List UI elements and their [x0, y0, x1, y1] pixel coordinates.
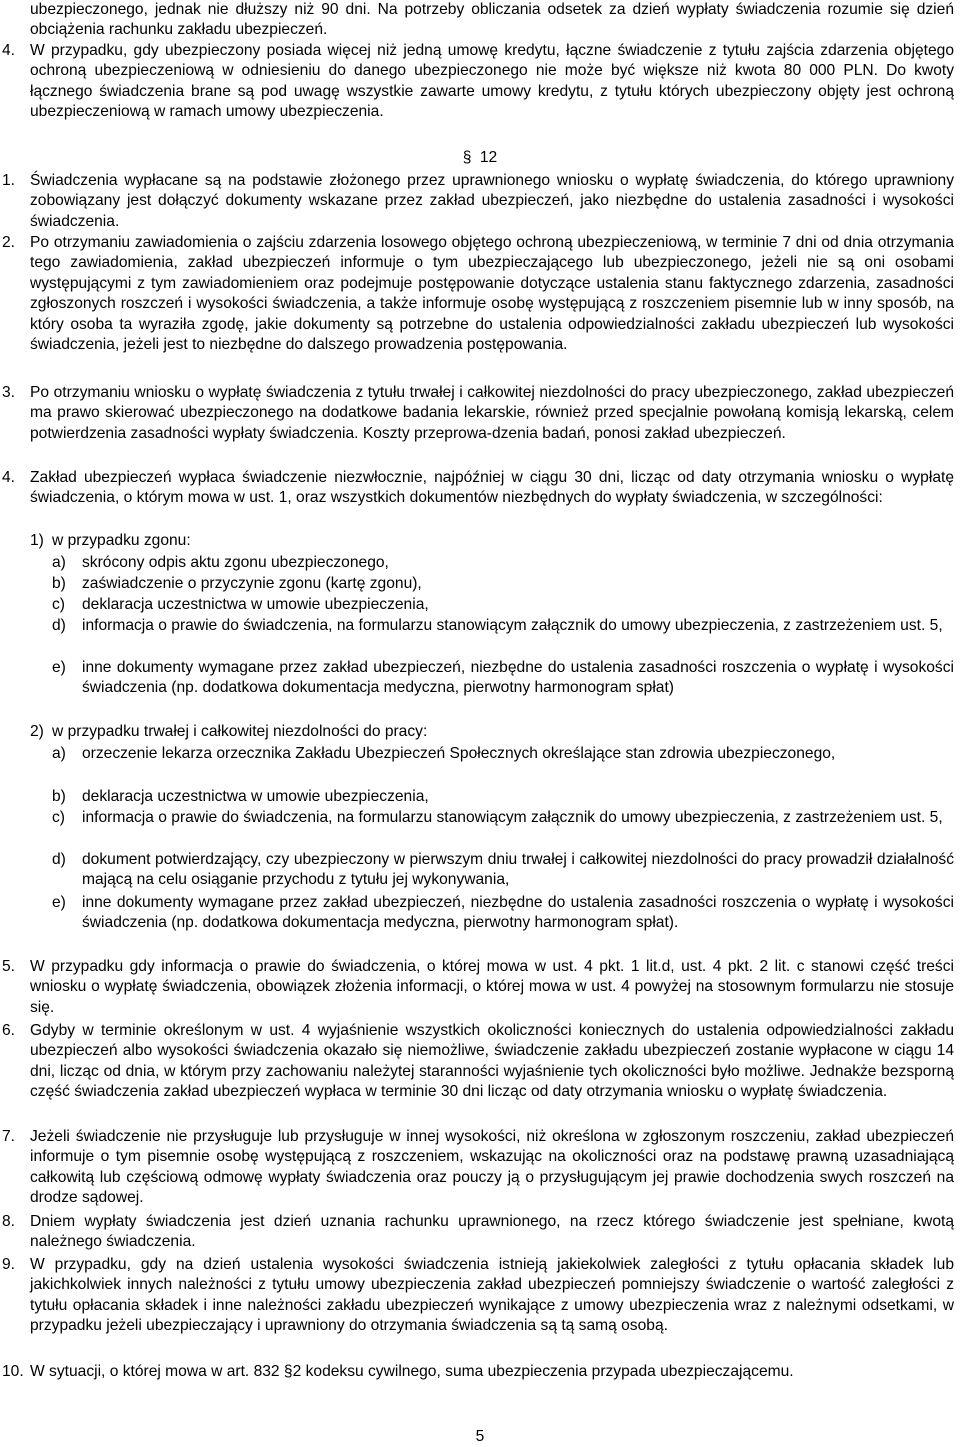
- sub-text: zaświadczenie o przyczynie zgonu (kartę zgonu),: [82, 575, 422, 592]
- item-text: W przypadku, gdy ubezpieczony posiada więcej niż jedną umowę kredytu, łączne świadczenie z tytułu zajścia zdarzenia objętego ochroną ubezpieczeniową w odniesieniu do danego ubezpieczonego nie może być większe niż kwota 80 000 PLN. Do kwoty łącznego świadczenia brane są pod uwagę wszystkie zawarte umowy kredytu, z tytułu których ubezpieczony objęty jest ochroną ubezpieczeniową w ramach umowy ubezpieczenia.: [30, 42, 954, 121]
- sub-list-item: [52, 850, 954, 891]
- sub-text: deklaracja uczestnictwa w umowie ubezpieczenia,: [82, 788, 429, 805]
- sub-list-item: [52, 787, 954, 807]
- sub-letter: c): [52, 809, 65, 826]
- sub-text: informacja o prawie do świadczenia, na formularzu stanowiącym załącznik do umowy ubezpieczenia, z zastrzeżeniem ust. 5,: [82, 617, 943, 634]
- sub-list-item: [52, 893, 954, 934]
- list-item: [2, 41, 954, 123]
- sub-title: w przypadku zgonu:: [52, 532, 191, 549]
- list-item: [2, 1255, 954, 1337]
- item-number: 3.: [2, 384, 16, 401]
- item-number: 4.: [2, 42, 16, 59]
- sub-text: inne dokumenty wymagane przez zakład ubezpieczeń, niezbędne do ustalenia zasadności roszczenia o wypłatę i wysokości świadczenia (np. dodatkowa dokumentacja medyczna, pierwotny harmonogram spłat).: [82, 894, 954, 932]
- sub-letter: a): [52, 554, 66, 571]
- section-mark: §: [462, 149, 472, 166]
- item-text: Dniem wypłaty świadczenia jest dzień uznania rachunku uprawnionego, na rzecz którego świadczenie jest spełniane, kwotą należnego świadczenia.: [30, 1213, 954, 1251]
- sub-list-item: [52, 658, 954, 699]
- item-number: 10.: [2, 1363, 24, 1380]
- item-text: W przypadku gdy informacja o prawie do świadczenia, o której mowa w ust. 4 pkt. 1 lit.d, ust. 4 pkt. 2 lit. c stanowi część treści wniosku o wypłatę świadczenia, obowiązek złożenia informacji, o której mowa w ust. 4 powyżej na stosownym formularzu nie stosuje się.: [30, 958, 954, 1016]
- list-item: [2, 1212, 954, 1253]
- item-text: Gdyby w terminie określonym w ust. 4 wyjaśnienie wszystkich okoliczności koniecznych do ustalenia odpowiedzialności zakładu ubezpieczeń albo wysokości świadczenia okazało się niemożliwe, świadczenie zakładu ubezpieczeń zostanie wypłacone w ciągu 14 dni, licząc od dnia, w którym przy zachowaniu należytej staranności wyjaśnienie tych okoliczności było możliwe. Jednakże bezsporną część świadczenia zakład ubezpieczeń wypłaca w terminie 30 dni licząc od daty otrzymania wniosku o wypłatę świadczenia.: [30, 1022, 954, 1101]
- list-item: [2, 957, 954, 1018]
- sub-letter: d): [52, 851, 66, 868]
- sub-title: w przypadku trwałej i całkowitej niezdolności do pracy:: [52, 723, 428, 740]
- section-number: 12: [479, 149, 498, 166]
- sub-letter: a): [52, 745, 66, 762]
- list-item: [2, 1021, 954, 1103]
- sub-letter: e): [52, 894, 66, 911]
- item-text: Świadczenia wypłacane są na podstawie złożonego przez uprawnionego wniosku o wypłatę świadczenia, do którego uprawniony zobowiązany jest dołączyć dokumenty wskazane przez zakład ubezpieczeń, jako niezbędne do ustalenia zasadności i wysokości świadczenia.: [30, 172, 954, 230]
- sub-letter: c): [52, 596, 65, 613]
- sub-list-item: [52, 574, 954, 594]
- item-number: 5.: [2, 958, 16, 975]
- sub-letter: b): [52, 575, 66, 592]
- item-text: Po otrzymaniu wniosku o wypłatę świadczenia z tytułu trwałej i całkowitej niezdolności do pracy ubezpieczonego, zakład ubezpieczeń ma prawo skierować ubezpieczonego na dodatkowe badania lekarskie, również przed specjalnie powołaną komisją lekarską, celem potwierdzenia zasadności wypłaty świadczenia. Koszty przeprowa-dzenia badań, ponosi zakład ubezpieczeń.: [30, 384, 954, 442]
- item-number: 2.: [2, 234, 16, 251]
- sub-list-heading: [30, 722, 954, 742]
- list-item: [2, 383, 954, 444]
- list-item: [2, 171, 954, 232]
- sub-number: 1): [30, 532, 44, 549]
- item-text: W przypadku, gdy na dzień ustalenia wysokości świadczenia istnieją jakiekolwiek zaległości z tytułu opłacania składek lub jakichkolwiek innych należności z tytułu umowy ubezpieczenia zakład ubezpieczeń pomniejszy świadczenie o wartość zaległości z tytułu opłacania składek i inne należności zakładu ubezpieczeń wynikające z umowy ubezpieczenia wraz z należnymi odsetkami, w przypadku jeżeli ubezpieczający i uprawniony do otrzymania świadczenia są tą samą osobą.: [30, 1256, 954, 1335]
- sub-text: skrócony odpis aktu zgonu ubezpieczonego,: [82, 554, 389, 571]
- sub-list-item: [52, 616, 954, 636]
- item-number: 4.: [2, 469, 16, 486]
- sub-letter: d): [52, 617, 66, 634]
- sub-number: 2): [30, 723, 44, 740]
- item-text: Jeżeli świadczenie nie przysługuje lub przysługuje w innej wysokości, niż określona w zgłoszonym roszczeniu, zakład ubezpieczeń informuje o tym pisemnie osobę występującą z roszczeniem, wskazując na okoliczności oraz na podstawę prawną uzasadniającą całkowitą lub częściową odmowę wypłaty świadczenia oraz pouczy ją o przysługującym jej prawie dochodzenia swych roszczeń na drodze sądowej.: [30, 1128, 954, 1207]
- sub-list-item: [52, 553, 954, 573]
- sub-list-item: [52, 808, 954, 828]
- sub-text: informacja o prawie do świadczenia, na formularzu stanowiącym załącznik do umowy ubezpieczenia, z zastrzeżeniem ust. 5,: [82, 809, 943, 826]
- item-number: 9.: [2, 1256, 16, 1273]
- section-heading: [0, 148, 960, 168]
- item-text: W sytuacji, o której mowa w art. 832 §2 kodeksu cywilnego, suma ubezpieczenia przypada ubezpieczającemu.: [30, 1363, 794, 1380]
- sub-list-item: [52, 595, 954, 615]
- item-text: Zakład ubezpieczeń wypłaca świadczenie niezwłocznie, najpóźniej w ciągu 30 dni, licząc od daty otrzymania wniosku o wypłatę świadczenia, o którym mowa w ust. 1, oraz wszystkich dokumentów niezbędnych do wypłaty świadczenia, w szczególności:: [30, 469, 954, 507]
- item-number: 7.: [2, 1128, 16, 1145]
- sub-text: inne dokumenty wymagane przez zakład ubezpieczeń, niezbędne do ustalenia zasadności roszczenia o wypłatę i wysokości świadczenia (np. dodatkowa dokumentacja medyczna, pierwotny harmonogram spłat): [82, 659, 954, 697]
- item-text: Po otrzymaniu zawiadomienia o zajściu zdarzenia losowego objętego ochroną ubezpieczeniową, w terminie 7 dni od dnia otrzymania tego zawiadomienia, zakład ubezpieczeń informuje o tym ubezpieczającego lub ubezpieczonego, jeżeli nie są oni osobami występującymi z tym zawiadomieniem oraz podejmuje postępowanie dotyczące ustalenia stanu faktycznego zdarzenia, zasadności zgłoszonych roszczeń i wysokości świadczenia, a także informuje osobę występującą z roszczeniem pisemnie lub w inny sposób, na który osoba ta wyraziła zgodę, jakie dokumenty są potrzebne do ustalenia odpowiedzialności zakładu ubezpieczeń lub wysokości świadczenia, jeżeli jest to niezbędne do dalszego prowadzenia postępowania.: [30, 234, 954, 354]
- paragraph-continuation: ubezpieczonego, jednak nie dłuższy niż 90 dni. Na potrzeby obliczania odsetek za dzień wypłaty świadczenia rozumie się dzień obciążenia rachunku zakładu ubezpieczeń.: [30, 1, 954, 39]
- list-item: [2, 233, 954, 355]
- sub-text: dokument potwierdzający, czy ubezpieczony w pierwszym dniu trwałej i całkowitej niezdolności do pracy prowadził działalność mającą na celu osiąganie przychodu z tytułu jej wykonywania,: [82, 851, 954, 889]
- list-item: [2, 468, 954, 509]
- sub-letter: b): [52, 788, 66, 805]
- sub-letter: e): [52, 659, 66, 676]
- list-item: [2, 1127, 954, 1209]
- item-number: 1.: [2, 172, 16, 189]
- sub-list-heading: [30, 531, 954, 551]
- page-number: 5: [475, 1428, 485, 1445]
- sub-text: deklaracja uczestnictwa w umowie ubezpieczenia,: [82, 596, 429, 613]
- list-item: [2, 1362, 954, 1382]
- item-number: 8.: [2, 1213, 16, 1230]
- item-number: 6.: [2, 1022, 16, 1039]
- sub-list-item: [52, 744, 954, 764]
- sub-text: orzeczenie lekarza orzecznika Zakładu Ubezpieczeń Społecznych określające stan zdrowia ubezpieczonego,: [82, 745, 836, 762]
